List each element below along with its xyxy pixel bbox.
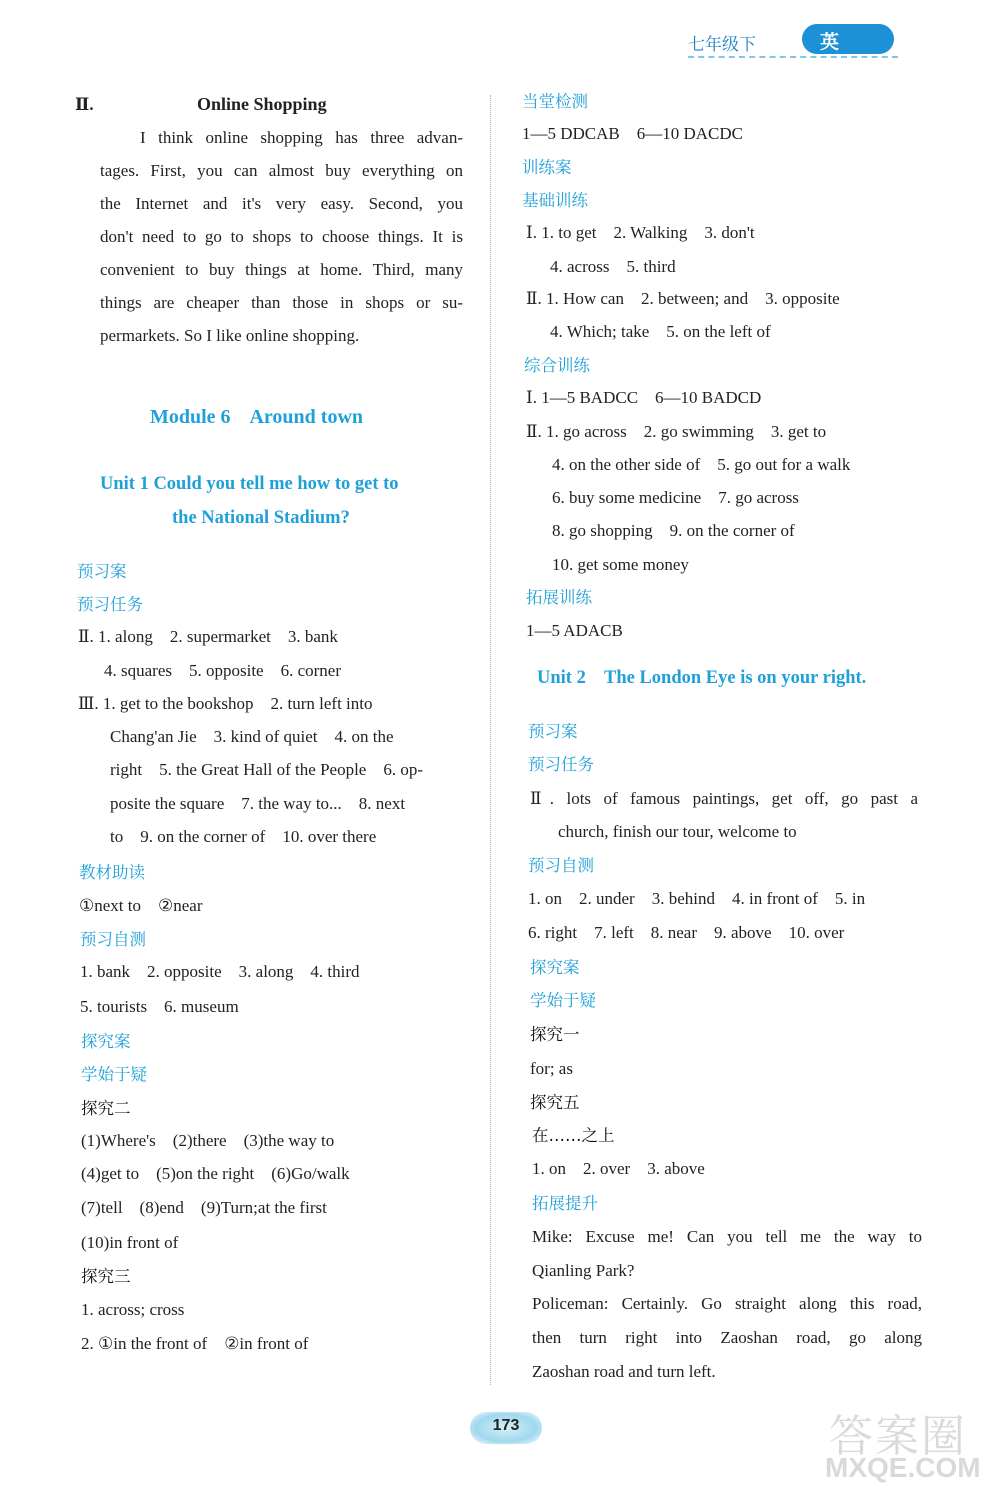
essay-line: don't need to go to shops to choose things. It is [100,227,463,246]
essay-line: the Internet and it's very easy. Second, you [100,194,463,213]
section-heading: 学始于疑 [81,1065,147,1084]
section-heading: 预习任务 [528,755,594,774]
answer-line: 1. on 2. over 3. above [532,1159,705,1178]
answer-line: 4. squares 5. opposite 6. corner [104,661,342,680]
subsection-heading: 探究一 [530,1025,580,1044]
answer-line: Ⅱ. lots of famous paintings, get off, go past a [530,789,918,808]
essay-line: tages. First, you can almost buy everything on [100,161,463,180]
answer-line: Qianling Park? [532,1261,635,1280]
answer-line: Ⅰ. 1—5 BADCC 6—10 BADCD [526,388,762,407]
essay-line: I think online shopping has three advan- [140,128,463,147]
answer-line: 5. tourists 6. museum [80,997,239,1016]
answer-line: Ⅱ. 1. go across 2. go swimming 3. get to [526,422,827,441]
answer-line: 4. on the other side of 5. go out for a walk [552,455,851,474]
watermark-logo [815,1400,995,1490]
answer-line: 8. go shopping 9. on the corner of [552,521,795,540]
subsection-heading: 探究三 [81,1267,131,1286]
section-heading: 预习自测 [80,930,146,949]
essay-line: permarkets. So I like online shopping. [100,326,360,345]
section-heading: 拓展提升 [532,1194,598,1213]
answer-line: Ⅲ. 1. get to the bookshop 2. turn left into [78,694,373,713]
answer-line: to 9. on the corner of 10. over there [110,827,377,846]
answer-line: right 5. the Great Hall of the People 6. op- [110,760,424,779]
answer-line: Zaoshan road and turn left. [532,1362,716,1381]
essay-line: things are cheaper than those in shops or su- [100,293,463,312]
answer-line: 1—5 DDCAB 6—10 DACDC [522,124,744,143]
answer-line: ①next to ②near [79,896,203,915]
section-heading: 教材助读 [79,863,145,882]
section-heading: 拓展训练 [526,588,592,607]
watermark-text: 答案圈 [829,1411,967,1462]
answer-line: Ⅱ. 1. How can 2. between; and 3. opposite [526,289,840,308]
answer-line: 1—5 ADACB [526,621,623,640]
answer-line: 1. across; cross [81,1300,185,1319]
section-heading: 学始于疑 [530,991,596,1010]
page-number-badge [470,1412,542,1444]
answer-line: church, finish our tour, welcome to [558,822,797,841]
essay-number: Ⅱ. [75,95,94,114]
subsection-heading: 探究五 [530,1093,580,1112]
answer-line: 6. buy some medicine 7. go across [552,488,799,507]
answer-line: Mike: Excuse me! Can you tell me the way to [532,1227,922,1246]
answer-line: Ⅱ. 1. along 2. supermarket 3. bank [78,627,338,646]
unit1-title-line1: Unit 1 Could you tell me how to get to [100,474,399,494]
section-heading: 训练案 [522,158,572,177]
subsection-heading: 探究二 [81,1099,131,1118]
section-heading: 探究案 [530,958,580,977]
answer-line: 1. bank 2. opposite 3. along 4. third [80,962,360,981]
answer-line: 6. right 7. left 8. near 9. above 10. over [528,923,845,942]
section-heading: 基础训练 [522,191,588,210]
header-divider [688,56,898,58]
answer-line: (1)Where's (2)there (3)the way to [81,1131,335,1150]
unit2-title: Unit 2 The London Eye is on your right. [537,668,867,688]
answer-line: Policeman: Certainly. Go straight along this road, [532,1294,922,1313]
section-heading: 当堂检测 [522,92,588,111]
answer-line: (10)in front of [81,1233,179,1252]
subject-badge: 英 语 [802,24,894,54]
answer-line-cn: 在……之上 [532,1126,615,1145]
section-heading: 预习案 [77,562,127,581]
answer-line: posite the square 7. the way to... 8. next [110,794,406,813]
grade-label: 七年级下 [688,35,756,55]
section-heading: 预习任务 [77,595,143,614]
answer-line: 4. across 5. third [550,257,676,276]
answer-line: for; as [530,1059,573,1078]
essay-title: Online Shopping [197,94,327,114]
answer-line: Chang'an Jie 3. kind of quiet 4. on the [110,727,394,746]
answer-line: then turn right into Zaoshan road, go along [532,1328,922,1347]
page-number: 173 [492,1417,520,1434]
watermark-url: MXQE.COM [825,1452,981,1483]
answer-line: 10. get some money [552,555,689,574]
answer-line: (4)get to (5)on the right (6)Go/walk [81,1164,350,1183]
section-heading: 探究案 [81,1032,131,1051]
column-divider [490,95,491,1385]
section-heading: 综合训练 [524,356,590,375]
essay-line: convenient to buy things at home. Third, many [100,260,463,279]
answer-line: (7)tell (8)end (9)Turn;at the first [81,1198,327,1217]
section-heading: 预习自测 [528,856,594,875]
page-header [688,22,910,80]
answer-line: 1. on 2. under 3. behind 4. in front of 5. in [528,889,866,908]
unit1-title-line2: the National Stadium? [172,508,350,528]
answer-line: Ⅰ. 1. to get 2. Walking 3. don't [526,223,755,242]
module-title: Module 6 Around town [150,406,364,428]
answer-line: 4. Which; take 5. on the left of [550,322,771,341]
section-heading: 预习案 [528,722,578,741]
answer-line: 2. ①in the front of ②in front of [81,1334,309,1353]
